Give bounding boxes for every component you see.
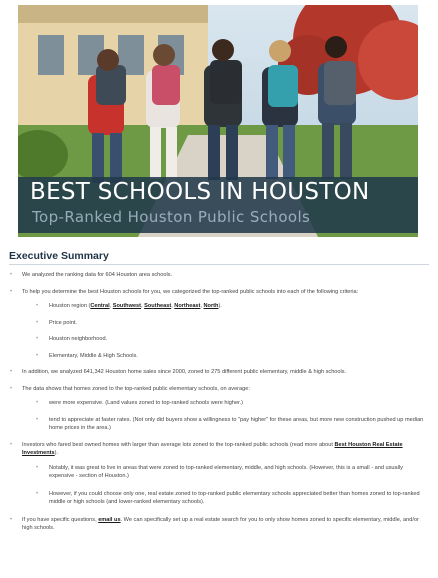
link-best-investments[interactable]: Best Houston Real Estate Investments — [22, 441, 403, 456]
executive-summary — [9, 250, 429, 541]
list-item — [34, 490, 429, 507]
hero-image — [18, 5, 418, 237]
bullet-text: Price point. — [49, 319, 77, 326]
list-item — [9, 271, 429, 280]
bullet-text: Notably, it was great to live in areas that were zoned to top-ranked elementary, middle, and high schools. (However, this is a small - and usually expensive - section of Houston.) — [49, 464, 403, 479]
investor-list — [22, 464, 429, 507]
bullet-text: In addition, we analyzed 641,342 Houston home sales since 2000, zoned to 275 different public elementary, middle & high schools. — [22, 369, 347, 375]
bullet-text: ). — [218, 303, 222, 309]
bullet-text: tend to appreciate at faster rates. (Not only did buyers show a willingness to "pay higher" for these areas, but more new construction pushed up median home prices in the area.) — [49, 416, 424, 431]
bullet-text: ). — [54, 450, 59, 456]
bullet-text: Elementary, Middle & High Schools. — [49, 352, 138, 359]
list-item — [34, 352, 429, 361]
list-item — [34, 399, 429, 408]
link-southeast[interactable]: Southeast — [144, 303, 172, 309]
list-item — [9, 441, 429, 507]
list-item — [34, 335, 429, 344]
criteria-list — [22, 302, 429, 360]
hero-subtitle: Top-Ranked Houston Public Schools — [32, 208, 311, 226]
summary-list — [9, 271, 429, 533]
list-item — [34, 319, 429, 328]
bullet-text: The data shows that homes zoned to the top-ranked public elementary schools, on average: — [22, 385, 250, 392]
bullet-text: If you have specific questions, — [22, 516, 99, 523]
link-central[interactable]: Central — [90, 303, 110, 309]
section-heading: Executive Summary — [9, 250, 429, 265]
list-item — [9, 385, 429, 433]
bullet-text: Houston neighborhood. — [49, 336, 108, 342]
bullet-text: We analyzed the ranking data for 604 Houston area schools. — [22, 272, 173, 278]
list-item — [34, 416, 429, 433]
list-item — [34, 464, 429, 481]
bullet-text: To help you determine the best Houston schools for you, we categorized the top-ranked public schools into each of the following criteria: — [22, 288, 359, 295]
bullet-text: . We can specifically set up a real estate search for you to only show homes zoned to specific elementary, middle, and/or high schools. — [22, 516, 419, 531]
list-item: • Houston region (Central, Southwest, Southeast, Northeast, North). — [34, 302, 429, 311]
link-southwest[interactable]: Southwest — [112, 303, 142, 309]
link-email-us[interactable]: email us — [98, 516, 121, 523]
bullet-text: However, if you could choose only one, real estate zoned to top-ranked public elementary schools appreciated better than homes zoned to top-ranked middle or high schools (and lower-ranked elementary schools). — [49, 490, 420, 505]
bullet-text: Investors who fared best owned homes with larger than average lots zoned to the top-ranked public schools (read more about — [22, 441, 335, 448]
list-item — [9, 288, 429, 361]
list-item — [9, 368, 429, 377]
bullet-text: Houston region ( — [49, 303, 91, 309]
bullet-text: were more expensive. (Land values zoned to top-ranked schools were higher.) — [49, 400, 244, 406]
list-item — [9, 516, 429, 533]
findings-list — [22, 399, 429, 433]
link-northeast[interactable]: Northeast — [174, 303, 201, 309]
hero-title-band — [18, 177, 418, 233]
link-north[interactable]: North — [203, 303, 219, 309]
hero-title: BEST SCHOOLS IN HOUSTON — [30, 179, 370, 205]
